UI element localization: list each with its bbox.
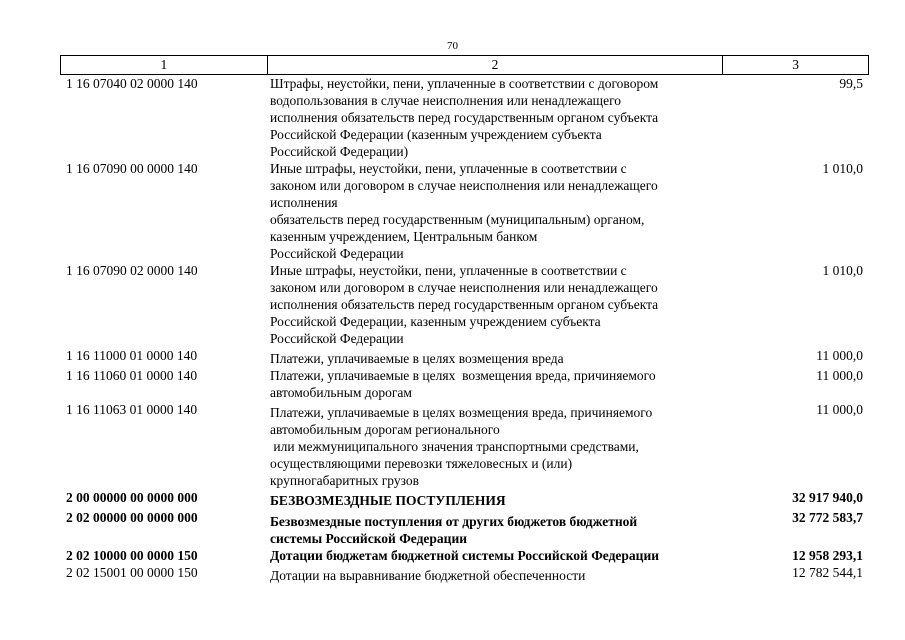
row-code: 1 16 11063 01 0000 140	[66, 402, 198, 417]
row-amount: 11 000,0	[816, 368, 863, 383]
description-line: исполнения обязательств перед государственным органом субъекта	[270, 297, 659, 312]
description-line: Российской Федерации)	[270, 144, 409, 159]
row-amount: 32 917 940,0	[792, 490, 863, 505]
table-header	[60, 56, 869, 75]
row-amount: 12 782 544,1	[792, 565, 863, 580]
row-code: 1 16 07040 02 0000 140	[66, 76, 198, 91]
column-header-name: 2	[267, 56, 722, 74]
row-code: 1 16 11060 01 0000 140	[66, 368, 198, 383]
table-row	[60, 509, 869, 547]
description-line: или межмуниципального значения транспортными средствами,	[270, 439, 639, 454]
description-line: автомобильным дорогам регионального	[270, 422, 500, 437]
column-header-amount: 3	[722, 56, 869, 74]
row-amount: 32 772 583,7	[792, 510, 863, 525]
row-amount: 1 010,0	[822, 263, 863, 278]
description-line: Российской Федерации, казенным учреждением субъекта	[270, 314, 601, 329]
table-row	[60, 367, 869, 401]
row-description	[266, 75, 724, 160]
row-description	[266, 564, 724, 584]
row-description	[266, 367, 724, 401]
description-line: Российской Федерации	[270, 246, 404, 261]
row-amount: 12 958 293,1	[792, 548, 863, 563]
row-code: 2 02 00000 00 0000 000	[66, 510, 198, 525]
description-line: исполнения обязательств перед государственным органом субъекта	[270, 110, 659, 125]
row-amount: 11 000,0	[816, 348, 863, 363]
row-code: 1 16 07090 00 0000 140	[66, 161, 198, 176]
description-line: Российской Федерации (казенным учреждением субъекта	[270, 127, 602, 142]
description-line: БЕЗВОЗМЕЗДНЫЕ ПОСТУПЛЕНИЯ	[270, 493, 506, 508]
description-line: казенным учреждением, Центральным банком	[270, 229, 538, 244]
row-description	[266, 547, 724, 564]
description-line: Иные штрафы, неустойки, пени, уплаченные в соответствии с	[270, 161, 627, 176]
description-line: Штрафы, неустойки, пени, уплаченные в соответствии с договором	[270, 76, 659, 91]
description-line: обязательств перед государственным (муниципальным) органом,	[270, 212, 645, 227]
row-code: 2 00 00000 00 0000 000	[66, 490, 198, 505]
description-line: Безвозмездные поступления от других бюджетов бюджетной	[270, 514, 638, 529]
row-description	[266, 489, 724, 509]
table-row	[60, 75, 869, 160]
table-row	[60, 564, 869, 584]
table-row	[60, 401, 869, 489]
description-line: водопользования в случае неисполнения или ненадлежащего	[270, 93, 622, 108]
column-header-code: 1	[60, 56, 267, 74]
row-amount: 11 000,0	[816, 402, 863, 417]
table-row	[60, 160, 869, 262]
row-description	[266, 160, 724, 262]
page-number: 70	[447, 40, 458, 52]
row-code: 1 16 07090 02 0000 140	[66, 263, 198, 278]
description-line: Иные штрафы, неустойки, пени, уплаченные в соответствии с	[270, 263, 627, 278]
description-line: Платежи, уплачиваемые в целях возмещения вреда, причиняемого	[270, 368, 656, 383]
description-line: законом или договором в случае неисполнения или ненадлежащего	[270, 280, 658, 295]
description-line: Платежи, уплачиваемые в целях возмещения вреда, причиняемого	[270, 405, 653, 420]
table-row	[60, 262, 869, 347]
description-line: законом или договором в случае неисполнения или ненадлежащего	[270, 178, 658, 193]
description-line: системы Российской Федерации	[270, 531, 468, 546]
description-line: Дотации бюджетам бюджетной системы Российской Федерации	[270, 548, 660, 563]
table-row	[60, 489, 869, 509]
row-code: 1 16 11000 01 0000 140	[66, 348, 198, 363]
description-line: крупногабаритных грузов	[270, 473, 420, 488]
row-code: 2 02 10000 00 0000 150	[66, 548, 198, 563]
table-row	[60, 347, 869, 367]
row-description	[266, 262, 724, 347]
description-line: исполнения	[270, 195, 338, 210]
row-code: 2 02 15001 00 0000 150	[66, 565, 198, 580]
description-line: Российской Федерации	[270, 331, 404, 346]
budget-table	[60, 55, 869, 584]
row-description	[266, 509, 724, 547]
table-row	[60, 547, 869, 564]
description-line: автомобильным дорогам	[270, 385, 412, 400]
description-line: Платежи, уплачиваемые в целях возмещения вреда	[270, 351, 564, 366]
row-description	[266, 401, 724, 489]
row-amount: 99,5	[839, 76, 863, 91]
description-line: Дотации на выравнивание бюджетной обеспеченности	[270, 568, 586, 583]
row-amount: 1 010,0	[822, 161, 863, 176]
row-description	[266, 347, 724, 367]
description-line: осуществляющими перевозки тяжеловесных и (или)	[270, 456, 573, 471]
